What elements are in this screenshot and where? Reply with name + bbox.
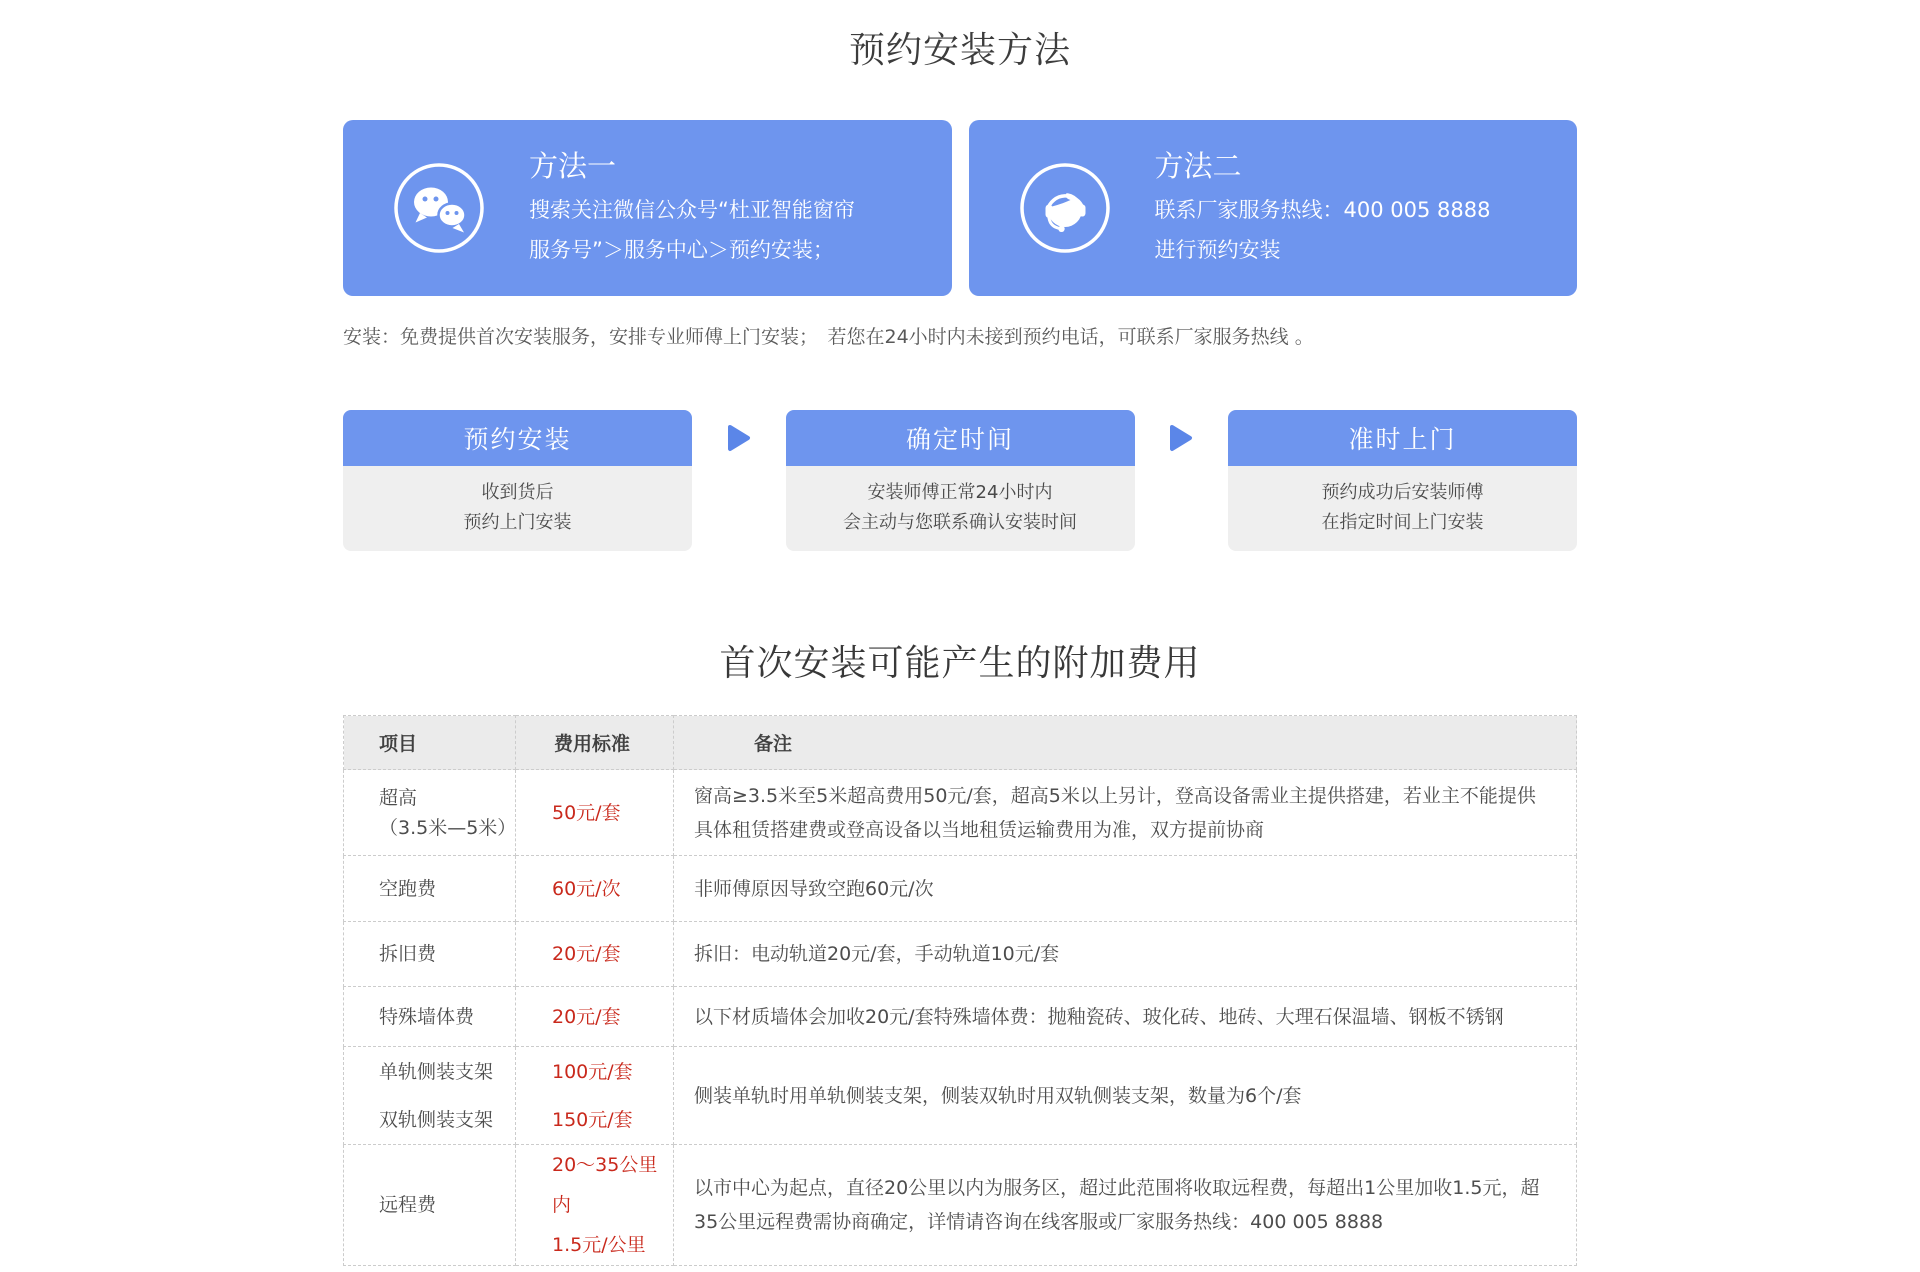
step-2-line-2: 会主动与您联系确认安装时间 (843, 512, 1077, 533)
item-name: 空跑费 (379, 877, 437, 900)
item-name: 拆旧费 (379, 943, 437, 965)
step-1-line-1: 收到货后 (481, 482, 554, 503)
step-2-header: 确定时间 (786, 410, 1135, 466)
item-name: 单轨侧装支架 (379, 1060, 494, 1083)
fee-value: 50元/套 (552, 801, 621, 824)
arrow-right-icon (692, 410, 786, 466)
method-1-line-1: 搜索关注微信公众号“杜亚智能窗帘 (529, 198, 855, 222)
method-1-text (529, 146, 855, 270)
table-header-row (344, 716, 1577, 770)
fee-value: 100元/套 (552, 1060, 633, 1083)
section-title-extra-fees: 首次安装可能产生的附加费用 (719, 643, 1201, 684)
fee-value: 20元/套 (552, 943, 621, 965)
step-2-body (786, 466, 1135, 551)
item-name: 远程费 (379, 1194, 437, 1216)
table-row-removal (344, 922, 1577, 987)
method-2-title: 方法二 (1154, 149, 1242, 183)
installation-note: 安装：免费提供首次安装服务，安排专业师傅上门安装； 若您在24小时内未接到预约电话，可联系厂家服务热线 。 (343, 326, 1314, 348)
step-1-body (343, 466, 692, 551)
step-2-line-1: 安装师傅正常24小时内 (867, 482, 1053, 503)
fee-value: 20～35公里内 (552, 1154, 658, 1216)
method-1-title: 方法一 (529, 149, 617, 183)
fee-value: 150元/套 (552, 1108, 633, 1131)
remark-text: 非师傅原因导致空跑60元/次 (674, 856, 1577, 922)
step-3-body (1228, 466, 1577, 551)
item-name: 特殊墙体费 (379, 1005, 475, 1028)
method-2-line-2: 进行预约安装 (1154, 238, 1281, 262)
table-row-empty-trip (344, 856, 1577, 922)
remark-text: 窗高≥3.5米至5米超高费用50元/套，超高5米以上另计，登高设备需业主提供搭建，若业主不能提供具体租赁搭建费或登高设备以当地租赁运输费用为准，双方提前协商 (674, 770, 1577, 856)
item-name-detail: （3.5米—5米） (379, 816, 517, 839)
method-2-line-1: 联系厂家服务热线：400 005 8888 (1154, 198, 1491, 222)
fee-value: 1.5元/公里 (552, 1234, 646, 1256)
table-row-long-distance (344, 1145, 1577, 1266)
wechat-icon (393, 162, 485, 254)
extra-fees-table (343, 715, 1577, 1266)
installation-steps (343, 410, 1577, 551)
page-title: 预约安装方法 (848, 30, 1071, 71)
arrow-right-icon (1135, 410, 1229, 466)
step-1-line-2: 预约上门安装 (463, 512, 572, 533)
method-card-wechat (343, 120, 952, 296)
col-header-item: 项目 (344, 716, 516, 770)
customer-service-icon (1019, 162, 1111, 254)
step-3-line-2: 在指定时间上门安装 (1321, 512, 1484, 533)
remark-text: 侧装单轨时用单轨侧装支架，侧装双轨时用双轨侧装支架，数量为6个/套 (674, 1047, 1577, 1145)
step-confirm-time (786, 410, 1135, 551)
remark-text: 以下材质墙体会加收20元/套特殊墙体费：抛釉瓷砖、玻化砖、地砖、大理石保温墙、钢板不锈钢 (674, 987, 1577, 1047)
item-name: 超高 (379, 786, 418, 809)
fee-value: 60元/次 (552, 877, 621, 900)
remark-text: 拆旧：电动轨道20元/套，手动轨道10元/套 (674, 922, 1577, 987)
step-book-installation (343, 410, 692, 551)
method-card-hotline (969, 120, 1578, 296)
remark-text: 以市中心为起点，直径20公里以内为服务区，超过此范围将收取远程费，每超出1公里加收1.5元，超35公里远程费需协商确定，详情请咨询在线客服或厂家服务热线：400 005 8888 (674, 1145, 1577, 1266)
table-row-special-wall (344, 987, 1577, 1047)
fee-value: 20元/套 (552, 1005, 621, 1028)
method-1-line-2: 服务号”＞服务中心＞预约安装； (529, 238, 834, 262)
step-1-header: 预约安装 (343, 410, 692, 466)
step-3-line-1: 预约成功后安装师傅 (1321, 482, 1484, 503)
col-header-fee: 费用标准 (516, 716, 674, 770)
installation-info-page (343, 0, 1577, 1266)
step-on-time-visit (1228, 410, 1577, 551)
step-3-header: 准时上门 (1228, 410, 1577, 466)
item-name: 双轨侧装支架 (379, 1108, 494, 1131)
table-row-side-brackets (344, 1047, 1577, 1145)
table-row-over-height (344, 770, 1577, 856)
method-cards (343, 120, 1577, 296)
method-2-text (1155, 146, 1491, 270)
col-header-remark: 备注 (674, 716, 1577, 770)
